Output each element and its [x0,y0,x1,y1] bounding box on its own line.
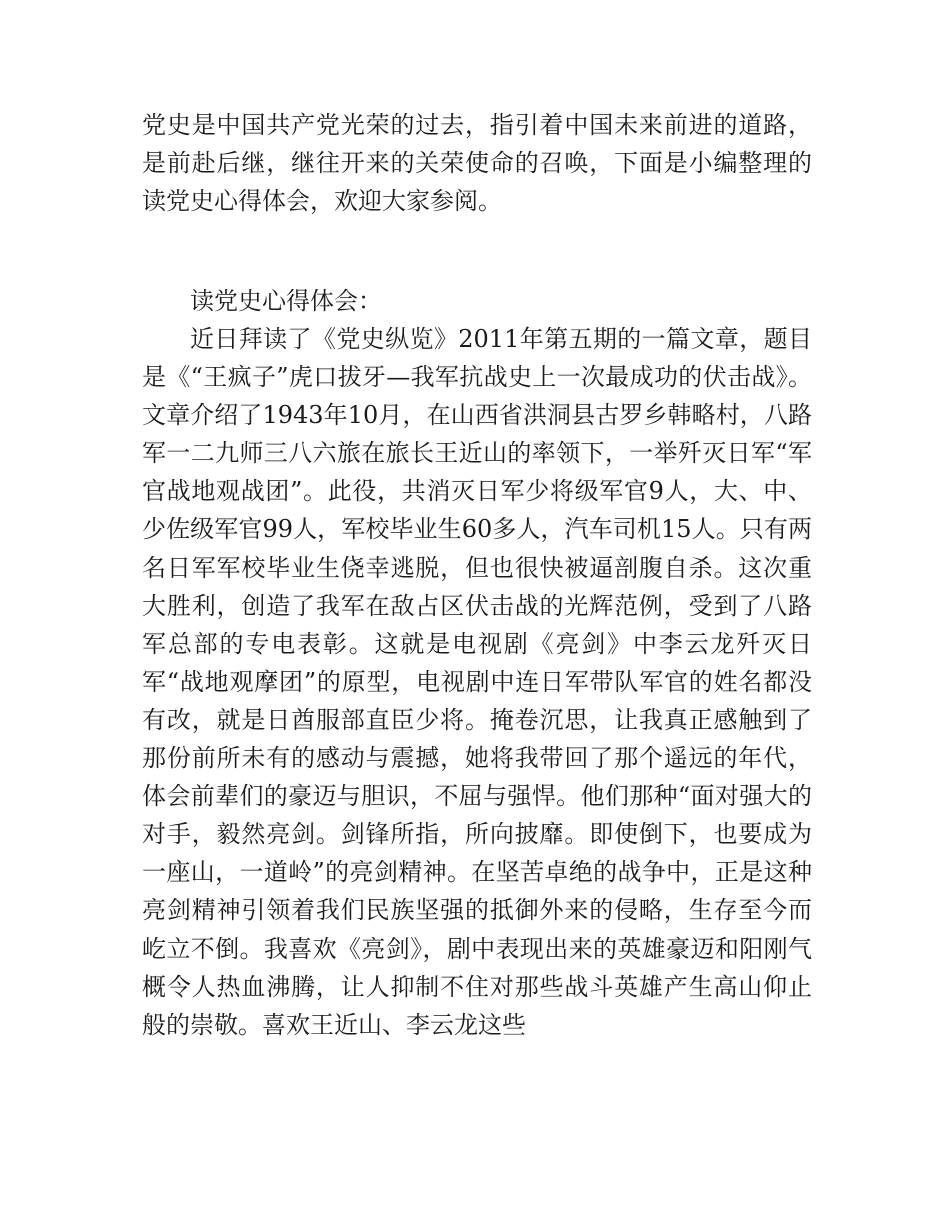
section-heading: 读党史心得体会： [190,287,382,315]
intro-paragraph: 党史是中国共产党光荣的过去，指引着中国未来前进的道路，是前赴后继，继往开来的关荣使命的召唤，下面是小编整理的读党史心得体会，欢迎大家参阅。 [142,111,812,216]
body-paragraph: 近日拜读了《党史纵览》2011年第五期的一篇文章，题目是《“王疯子”虎口拔牙—我军抗战史上一次最成功的伏击战》。文章介绍了1943年10月，在山西省洪洞县古罗乡韩略村，八路军一二九师三八六旅在旅长王近山的率领下，一举歼灭日军“军官战地观战团”。此役，共消灭日军少将级军官9人，大、中、少佐级军官99人，军校毕业生60多人，汽车司机15人。只有两名日军军校毕业生侥幸逃脱，但也很快被逼剖腹自杀。这次重大胜利，创造了我军在敌占区伏击战的光辉范例，受到了八路军总部的专电表彰。这就是电视剧《亮剑》中李云龙歼灭日军“战地观摩团”的原型，电视剧中连日军带队军官的姓名都没有改，就是日酋服部直臣少将。掩卷沉思，让我真正感触到了那份前所未有的感动与震撼，她将我带回了那个遥远的年代，体会前辈们的豪迈与胆识，不屈与强悍。他们那种“面对强大的对手，毅然亮剑。剑锋所指，所向披靡。即使倒下，也要成为一座山，一道岭”的亮剑精神。在坚苦卓绝的战争中，正是这种亮剑精神引领着我们民族坚强的抵御外来的侵略，生存至今而屹立不倒。我喜欢《亮剑》，剧中表现出来的英雄豪迈和阳刚气概令人热血沸腾，让人抑制不住对那些战斗英雄产生高山仰止般的崇敬。喜欢王近山、李云龙这些 [142,325,812,1039]
